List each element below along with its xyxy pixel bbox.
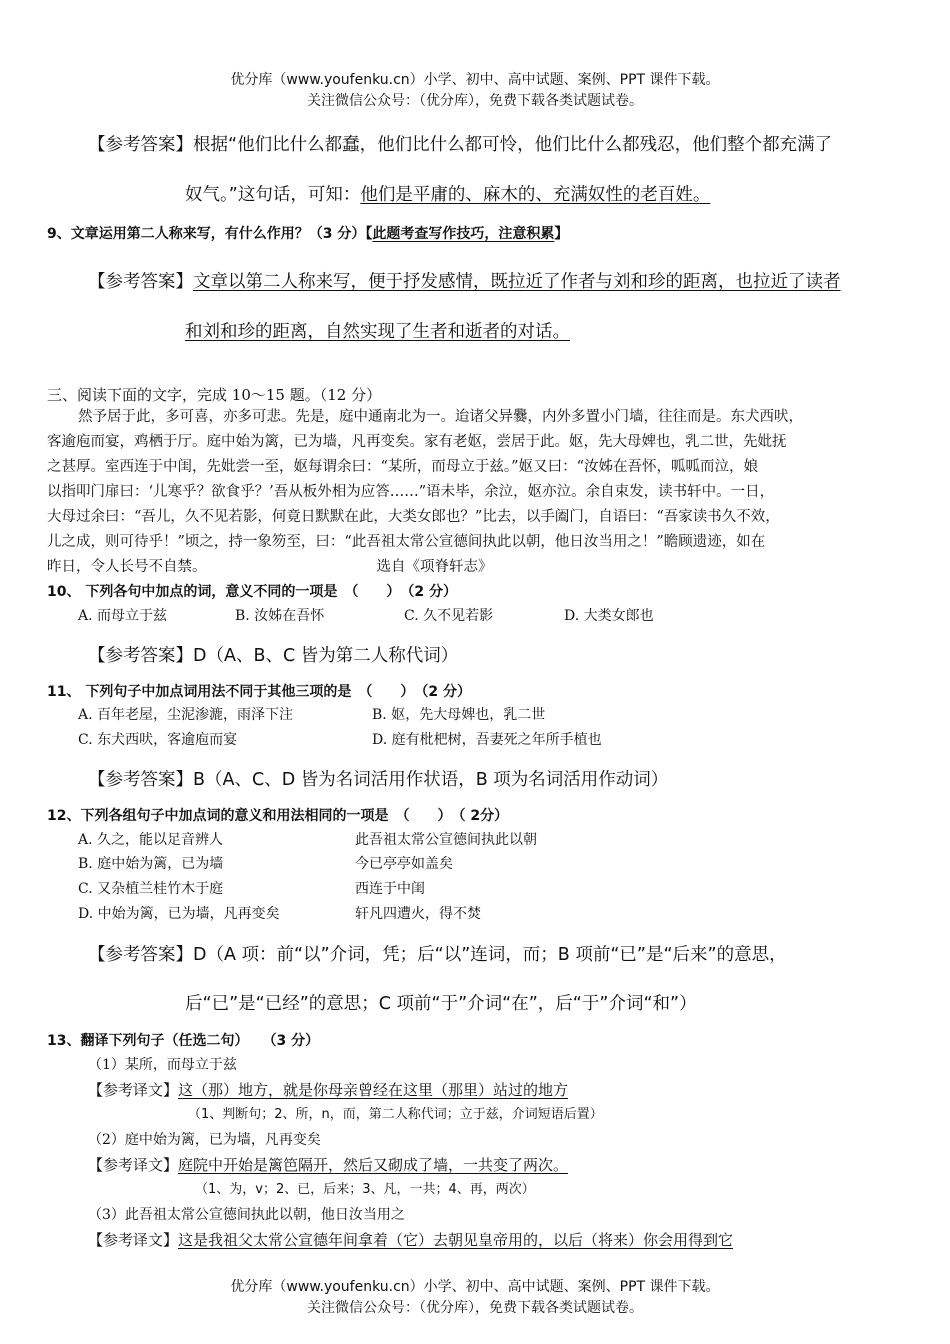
q10-option-c: C. 久不见若影 <box>404 608 494 624</box>
q13-note-1: （1、判断句；2、所，n，而，第二人称代词；立于兹，介词短语后置） <box>188 1107 603 1122</box>
page-header-line1: 优分库（www.youfenku.cn）小学、初中、高中试题、案例、PPT 课件下载。 <box>230 72 720 88</box>
passage-line: 然予居于此，多可喜，亦多可悲。先是，庭中通南北为一。迨诸父异爨，内外多置小门墙，往往而是。东犬西吠， <box>78 409 803 425</box>
q13-note-2: （1、为，v；2、已，后来；3、凡，一共；4、再，两次） <box>195 1182 535 1197</box>
q11-question: 11、 下列句子中加点词用法不同于其他三项的是 （ ） （2 分） <box>47 684 471 700</box>
q12-question: 12、下列各组句子中加点词的意义和用法相同的一项是 （ ） （ 2分） <box>47 808 509 824</box>
passage-line: 之甚厚。室西连于中闺，先妣尝一至，妪每谓余曰：“某所，而母立于兹。”妪又曰：“汝姊在吾怀，呱呱而泣，娘 <box>47 459 758 475</box>
passage-line: 客逾庖而宴，鸡栖于厅。庭中始为篱，已为墙，凡再变矣。家有老妪，尝居于此。妪，先大母婢也，乳二世，先妣抚 <box>47 434 787 450</box>
page-footer-line2: 关注微信公众号：（优分库），免费下载各类试题试卷。 <box>307 1300 643 1316</box>
passage-line: 以指叩门扉曰：‘儿寒乎？欲食乎？’吾从板外相为应答……”语未毕，余泣，妪亦泣。余自束发，读书轩中。一日， <box>47 484 775 500</box>
q13-translation-2: 【参考译文】庭院中开始是篱笆隔开，然后又砌成了墙，一共变了两次。 <box>88 1156 569 1174</box>
q12-row-c-right: 西连于中闺 <box>355 881 425 897</box>
answer-label: 【参考答案】 <box>88 272 193 292</box>
passage-line: 昨日，令人长号不自禁。 选自《项脊轩志》 <box>47 559 493 575</box>
q12-row-b-left: B. 庭中始为篱，已为墙 <box>78 856 224 872</box>
translation-label: 【参考译文】 <box>88 1156 179 1174</box>
q10-option-a: A. 而母立于兹 <box>78 608 168 624</box>
page-header-line2: 关注微信公众号：（优分库），免费下载各类试题试卷。 <box>307 93 643 109</box>
section3-title: 三、阅读下面的文字，完成 10～15 题。（12 分） <box>47 386 382 404</box>
q12-answer-line2: 后“已”是“已经”的意思；C 项前“于”介词“在”，后“于”介词“和”） <box>185 994 697 1014</box>
q8-answer-line2: 奴气。”这句话，可知：他们是平庸的、麻木的、充满奴性的老百姓。 <box>185 185 711 205</box>
answer-label: 【参考答案】 <box>88 770 193 790</box>
q12-row-d-left: D. 中始为篱，已为墙，凡再变矣 <box>78 906 280 922</box>
translation-label: 【参考译文】 <box>88 1081 179 1099</box>
q10-option-d: D. 大类女郎也 <box>564 608 654 624</box>
q9-answer-line2: 和刘和珍的距离，自然实现了生者和逝者的对话。 <box>185 322 570 342</box>
q13-translation-1: 【参考译文】这（那）地方，就是你母亲曾经在这里（那里）站过的地方 <box>88 1081 569 1099</box>
q13-sentence-2: （2）庭中始为篱，已为墙，凡再变矣 <box>88 1132 321 1148</box>
q12-row-a-left: A. 久之，能以足音辨人 <box>78 832 224 848</box>
passage-line: 大母过余曰：“吾儿，久不见若影，何竟日默默在此，大类女郎也？”比去，以手阖门，自语曰：“吾家读书久不效， <box>47 509 780 525</box>
q12-row-d-right: 轩凡四遭火，得不焚 <box>355 906 481 922</box>
answer-label: 【参考答案】 <box>88 135 193 155</box>
q10-question: 10、 下列各句中加点的词，意义不同的一项是 （ ） （2 分） <box>47 584 457 600</box>
q10-option-b: B. 汝姊在吾怀 <box>235 608 325 624</box>
q9-hint: 此题考查写作技巧，注意积累 <box>372 226 555 242</box>
q12-answer-line1: 【参考答案】D（A 项：前“以”介词，凭；后“以”连词，而；B 项前“已”是“后来”的意思， <box>88 945 787 965</box>
q12-row-a-right: 此吾祖太常公宣德间执此以朝 <box>355 832 537 848</box>
translation-label: 【参考译文】 <box>88 1231 179 1249</box>
answer-label: 【参考答案】 <box>88 646 193 666</box>
q13-translation-3: 【参考译文】这是我祖父太常公宣德年间拿着（它）去朝见皇帝用的，以后（将来）你会用得到它 <box>88 1231 734 1249</box>
q11-option-c: C. 东犬西吠，客逾庖而宴 <box>78 732 238 748</box>
answer-label: 【参考答案】 <box>88 945 193 965</box>
q8-answer-line1: 【参考答案】根据“他们比什么都蠢，他们比什么都可怜，他们比什么都残忍，他们整个都充满了 <box>88 135 833 155</box>
q9-question: 9、文章运用第二人称来写，有什么作用？（3 分）【此题考查写作技巧，注意积累】 <box>47 226 569 242</box>
q10-answer: 【参考答案】D（A、B、C 皆为第二人称代词） <box>88 646 459 666</box>
q12-row-c-left: C. 又杂植兰桂竹木于庭 <box>78 881 224 897</box>
q13-sentence-1: （1）某所，而母立于兹 <box>88 1057 237 1073</box>
passage-line: 儿之成，则可待乎！”顷之，持一象笏至，曰：“此吾祖太常公宣德间执此以朝，他日汝当用之！”瞻顾遗迹，如在 <box>47 534 766 550</box>
page-footer-line1: 优分库（www.youfenku.cn）小学、初中、高中试题、案例、PPT 课件下载。 <box>230 1279 720 1295</box>
q13-question: 13、翻译下列句子（任选二句） （3 分） <box>47 1033 320 1049</box>
q13-sentence-3: （3）此吾祖太常公宣德间执此以朝，他日汝当用之 <box>88 1207 405 1223</box>
q11-option-b: B. 妪，先大母婢也，乳二世 <box>372 707 546 723</box>
passage-source: 选自《项脊轩志》 <box>376 559 493 575</box>
passage <box>47 405 803 580</box>
q12-row-b-right: 今已亭亭如盖矣 <box>355 856 453 872</box>
q9-answer-line1: 【参考答案】文章以第二人称来写，便于抒发感情，既拉近了作者与刘和珍的距离，也拉近了读者 <box>88 272 841 292</box>
q11-option-a: A. 百年老屋，尘泥渗漉，雨泽下注 <box>78 707 294 723</box>
q11-answer: 【参考答案】B（A、C、D 皆为名词活用作状语，B 项为名词活用作动词） <box>88 770 669 790</box>
q11-option-d: D. 庭有枇杷树，吾妻死之年所手植也 <box>372 732 602 748</box>
